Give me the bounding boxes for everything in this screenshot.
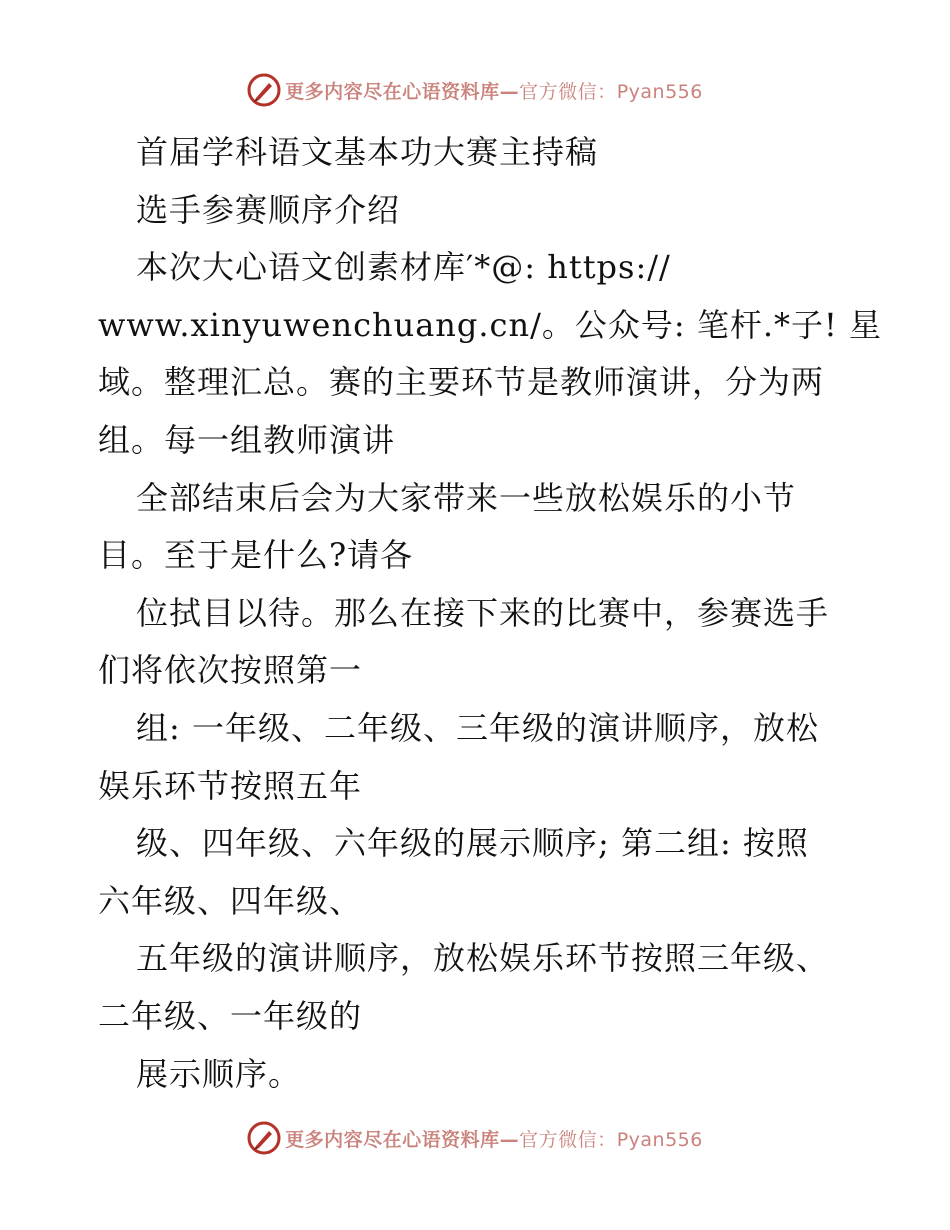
text-line: 六年级、四年级、 [98,881,363,920]
text-line: 二年级、一年级的 [98,996,363,1035]
text-line: 域。整理汇总。赛的主要环节是教师演讲，分为两 [98,363,825,402]
header-banner [0,70,950,110]
text-line: 位拭目以待。那么在接下来的比赛中，参赛选手 [136,593,830,632]
banner-text [285,1125,703,1152]
banner-dash: — [499,80,520,103]
quill-logo-icon [247,1121,281,1155]
text-line: 五年级的演讲顺序，放松娱乐环节按照三年级、 [136,939,830,978]
quill-logo-icon [247,73,281,107]
banner-wechat-label: 官方微信： [519,80,617,103]
text-line: www.xinyuwenchuang.cn/。公众号: 笔杆.*子! 星 [98,305,883,344]
banner-text [285,77,703,104]
footer-banner [0,1118,950,1158]
text-line: 展示顺序。 [136,1054,302,1093]
text-line: 目。至于是什么?请各 [98,536,414,575]
text-line: 组: 一年级、二年级、三年级的演讲顺序，放松 [136,708,819,747]
document-body [98,124,883,1103]
banner-site-text: 更多内容尽在心语资料库 [285,80,500,103]
text-line: 首届学科语文基本功大赛主持稿 [136,133,599,171]
text-line: 级、四年级、六年级的展示顺序; 第二组: 按照 [136,824,809,863]
text-line: 本次大心语文创素材库′*@: https:// [136,248,671,287]
banner-wechat-label: 官方微信： [519,1128,617,1151]
text-line: 组。每一组教师演讲 [98,420,396,459]
banner-wechat-id: Pyan556 [616,1128,703,1151]
text-line: 们将依次按照第一 [98,651,363,690]
banner-dash: — [499,1128,520,1151]
text-line: 全部结束后会为大家带来一些放松娱乐的小节 [136,478,797,517]
text-line: 选手参赛顺序介绍 [136,190,401,229]
banner-site-text: 更多内容尽在心语资料库 [285,1128,500,1151]
text-line: 娱乐环节按照五年 [98,766,363,805]
banner-wechat-id: Pyan556 [616,80,703,103]
